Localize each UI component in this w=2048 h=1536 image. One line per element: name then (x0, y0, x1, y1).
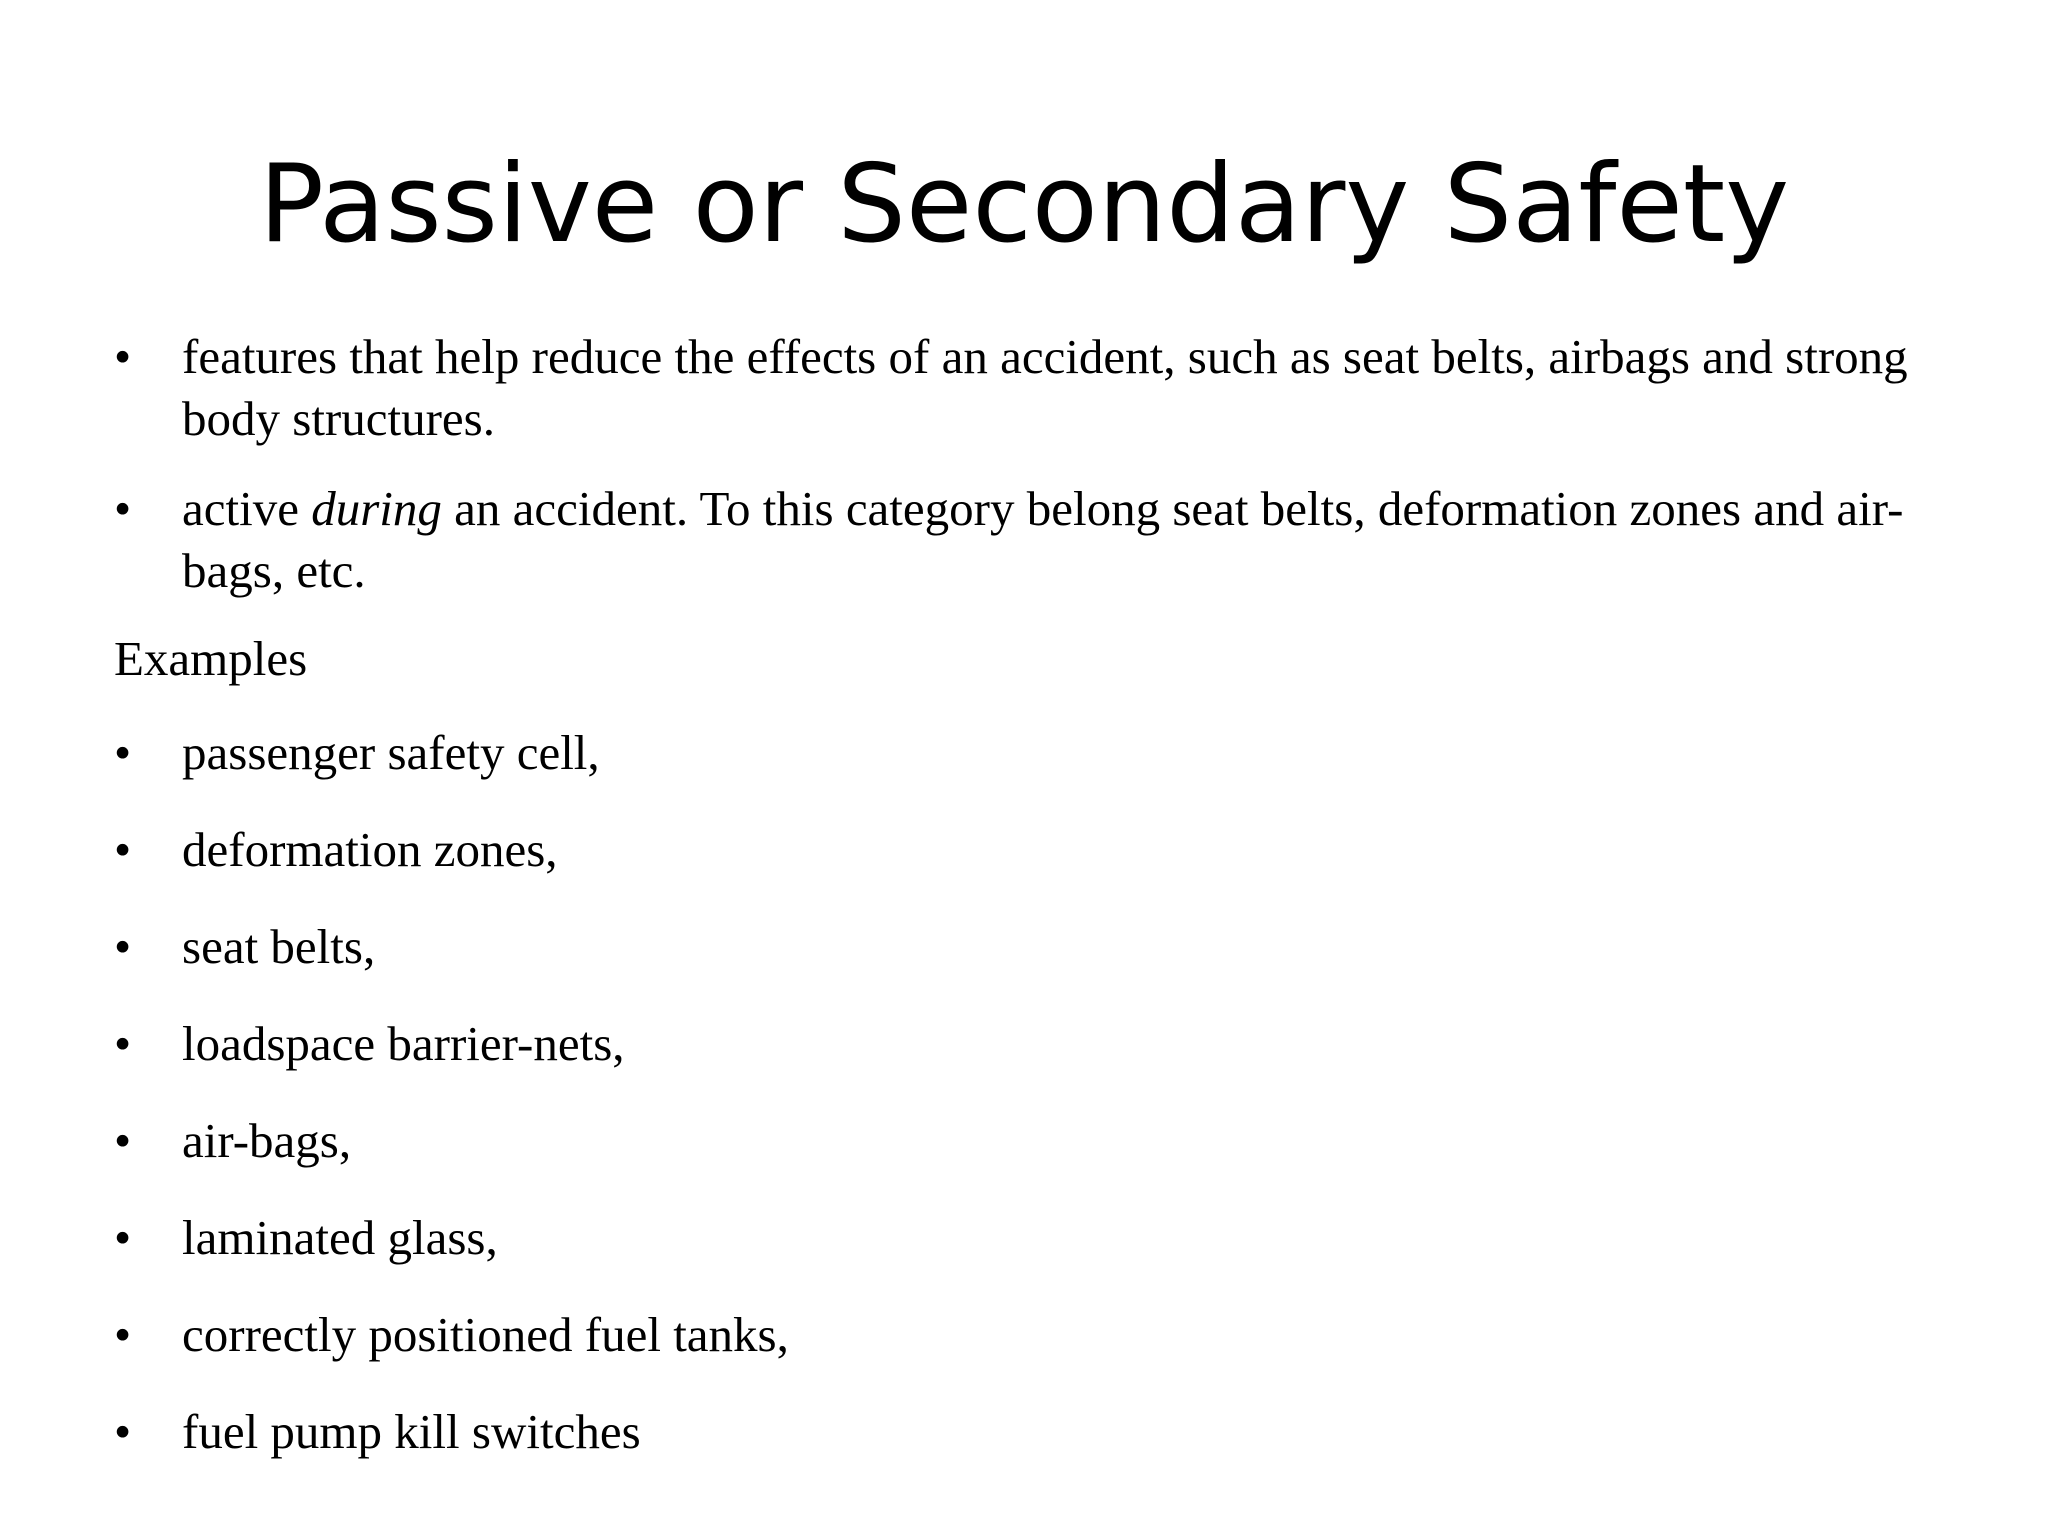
bullet-marker: • (114, 1404, 132, 1459)
bullet-marker: • (114, 822, 132, 877)
bullet-marker: • (114, 329, 132, 384)
example-item (114, 1110, 1954, 1172)
examples-heading: Examples (114, 631, 308, 686)
bullet-marker: • (114, 1307, 132, 1362)
example-text: deformation zones, (182, 822, 558, 877)
example-item (114, 1207, 1954, 1269)
example-item (114, 722, 1954, 784)
example-text: passenger safety cell, (182, 725, 600, 780)
example-item (114, 1304, 1954, 1366)
example-item (114, 916, 1954, 978)
bullet-text: features that help reduce the effects of an accident, such as seat belts, airbags and strong body structures. (182, 329, 1908, 446)
example-text: correctly positioned fuel tanks, (182, 1307, 789, 1362)
bullet-marker: • (114, 1210, 132, 1265)
bullet-marker: • (114, 725, 132, 780)
example-text: fuel pump kill switches (182, 1404, 641, 1459)
bullet-text-end: an accident. To this category belong seat belts, deformation zones and air-bags, etc. (182, 481, 1904, 598)
slide-title: Passive or Secondary Safety (258, 142, 1790, 267)
example-text: laminated glass, (182, 1210, 498, 1265)
example-item (114, 1013, 1954, 1075)
example-item (114, 819, 1954, 881)
bullet-marker: • (114, 481, 132, 536)
example-text: loadspace barrier-nets, (182, 1016, 625, 1071)
slide-body (114, 326, 1954, 1463)
examples-list (114, 722, 1954, 1463)
example-item (114, 1401, 1954, 1463)
example-text: seat belts, (182, 919, 376, 974)
bullet-marker: • (114, 1016, 132, 1071)
bullet-item (114, 326, 1954, 450)
bullet-marker: • (114, 919, 132, 974)
bullet-marker: • (114, 1113, 132, 1168)
bullet-text-emphasis: during (311, 481, 442, 536)
example-text: air-bags, (182, 1113, 352, 1168)
bullet-item (114, 478, 1954, 602)
bullet-text-start: active (182, 481, 312, 536)
